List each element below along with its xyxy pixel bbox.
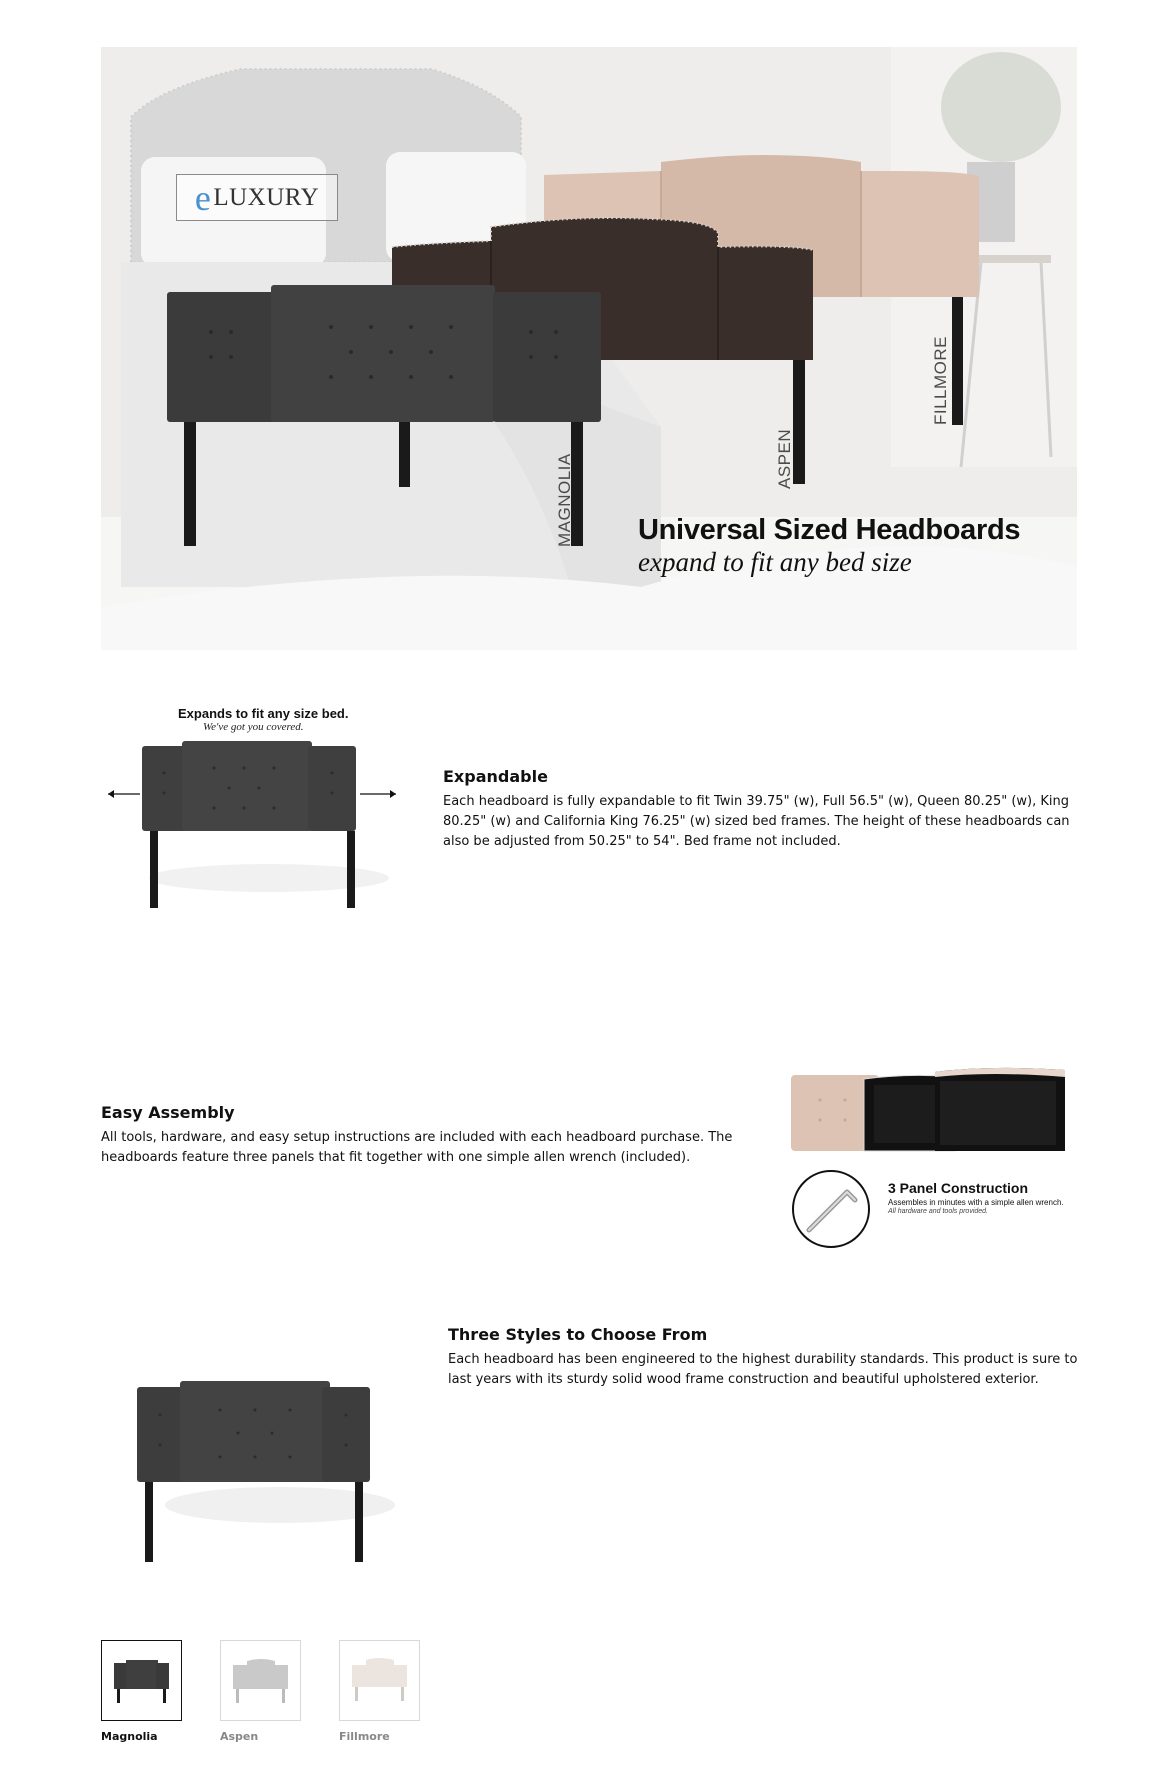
expandable-body: Each headboard is fully expandable to fit Twin 39.75" (w), Full 56.5" (w), Queen 80.25" (w), King 80.25" (w) and California King 76.25" (w) sized bed frames. The height of these headboards can also be adjusted from 50.25" to 54". Bed frame not included. [443,794,1070,849]
hero-banner [101,47,1077,650]
style-tag-magnolia: MAGNOLIA [555,453,574,547]
three-panel-image [790,1065,1065,1155]
allen-wrench-icon [789,1168,873,1250]
styles-headboard-image [130,1375,400,1565]
assembly-title: Easy Assembly [101,1103,235,1122]
swatch-label-magnolia[interactable]: Magnolia [101,1730,158,1743]
expand-figure-caption: Expands to fit any size bed. [178,706,349,721]
hero-title: Universal Sized Headboards [638,514,1021,546]
swatch-label-fillmore[interactable]: Fillmore [339,1730,390,1743]
styles-title: Three Styles to Choose From [448,1325,708,1344]
swatch-fillmore[interactable] [339,1640,420,1721]
style-tag-aspen: ASPEN [775,428,794,489]
eluxury-logo: e LUXURY [176,174,338,221]
panel-construction-title: 3 Panel Construction [888,1180,1029,1196]
styles-body: Each headboard has been engineered to the highest durability standards. This product is sure to last years with its sturdy solid wood frame construction and beautiful upholstered exterior. [448,1352,1078,1387]
expand-figure-subcaption: We've got you covered. [203,721,304,733]
expandable-title: Expandable [443,767,548,786]
panel-construction-sub2: All hardware and tools provided. [888,1208,989,1215]
swatch-magnolia[interactable] [101,1640,182,1721]
assembly-body: All tools, hardware, and easy setup instructions are included with each headboard purchase. The headboards feature three panels that fit together with one simple allen wrench (included). [101,1130,733,1165]
swatch-aspen[interactable] [220,1640,301,1721]
panel-construction-sub: Assembles in minutes with a simple allen wrench. [888,1198,1064,1207]
hero-subtitle: expand to fit any bed size [638,547,912,577]
style-tag-fillmore: FILLMORE [931,335,950,425]
expandable-headboard-image [104,738,404,914]
swatch-label-aspen[interactable]: Aspen [220,1730,259,1743]
